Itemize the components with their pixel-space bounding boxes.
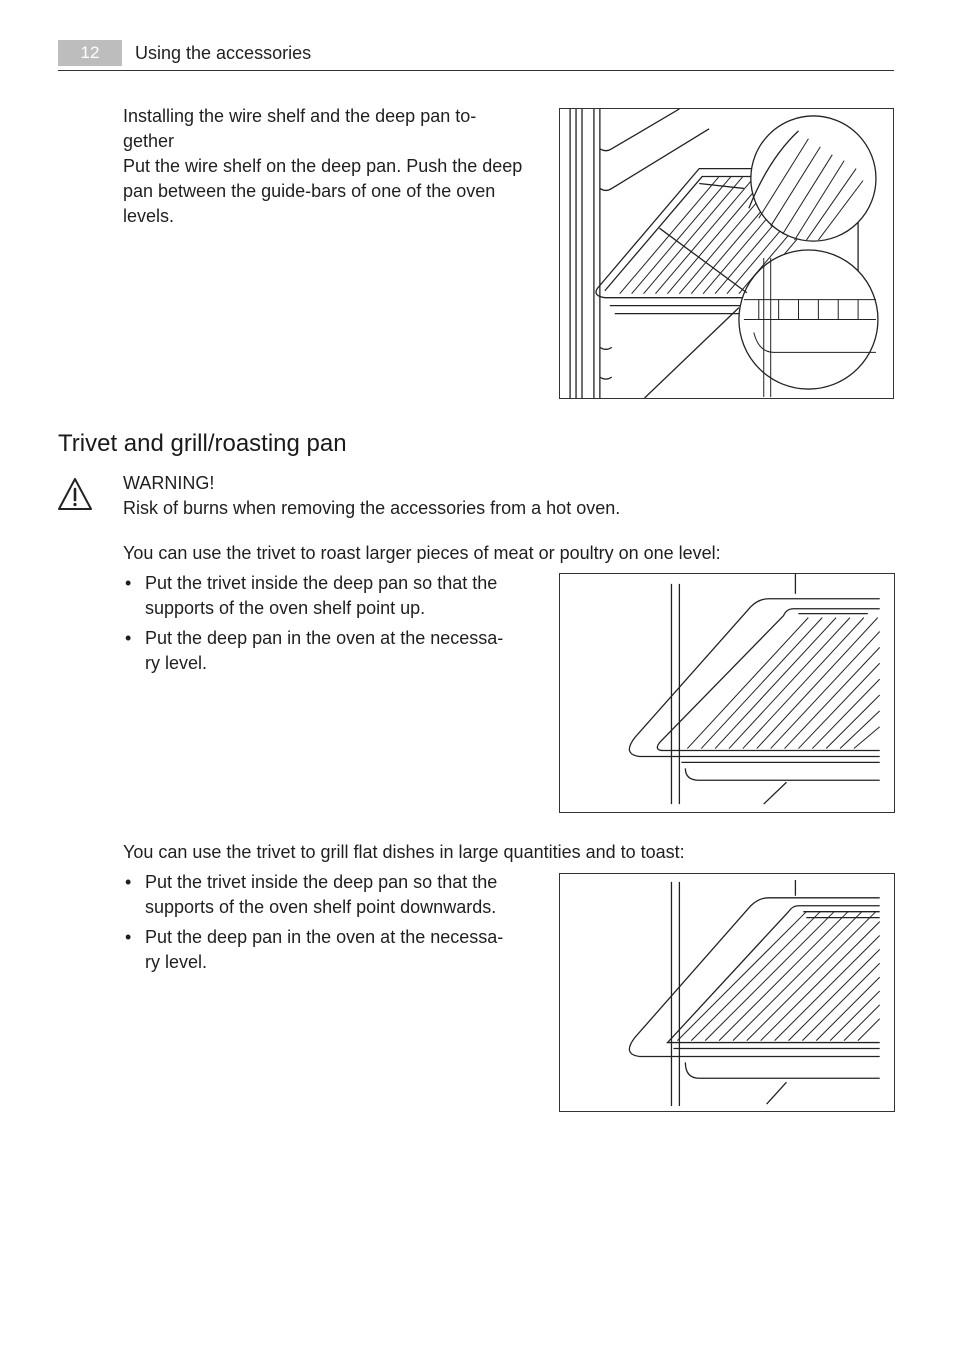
list-item (123, 925, 543, 975)
roast-bullet-list (123, 571, 543, 681)
roast-bullet-2-line2: ry level. (145, 653, 208, 673)
grill-bullet-2-line2: ry level. (145, 952, 208, 972)
list-item (123, 571, 543, 621)
trivet-up-illustration (560, 574, 894, 812)
bullet-icon: • (125, 628, 132, 648)
warning-triangle-icon (57, 477, 93, 511)
bullet-icon: • (125, 872, 132, 892)
install-body-line1: Put the wire shelf on the deep pan. Push the deep (123, 156, 523, 176)
grill-bullet-1-line2: supports of the oven shelf point downwards. (145, 897, 497, 917)
bullet-icon: • (125, 573, 132, 593)
roast-bullet-2-line1: Put the deep pan in the oven at the necessa- (145, 628, 504, 648)
roast-bullet-1-line2: supports of the oven shelf point up. (145, 598, 426, 618)
figure-wire-shelf-deep-pan (559, 108, 894, 399)
figure-trivet-up (559, 573, 895, 813)
grill-bullet-2-line1: Put the deep pan in the oven at the necessa- (145, 927, 504, 947)
trivet-down-illustration (560, 874, 894, 1111)
install-body-line2: pan between the guide-bars of one of the oven (123, 181, 496, 201)
list-item (123, 870, 543, 920)
install-title-line1: Installing the wire shelf and the deep pan to- (123, 106, 477, 126)
warning-label: WARNING! (123, 473, 215, 493)
list-item (123, 626, 543, 676)
figure-trivet-down (559, 873, 895, 1112)
warning-text: Risk of burns when removing the accessories from a hot oven. (123, 498, 621, 518)
install-title-line2: gether (123, 131, 175, 151)
section-heading: Trivet and grill/roasting pan (58, 430, 347, 457)
install-body-line3: levels. (123, 206, 175, 226)
running-header: Using the accessories (135, 43, 312, 63)
grill-bullet-list (123, 870, 543, 980)
roast-intro: You can use the trivet to roast larger pieces of meat or poultry on one level: (123, 543, 721, 563)
grill-bullet-1-line1: Put the trivet inside the deep pan so that the (145, 872, 498, 892)
roast-bullet-1-line1: Put the trivet inside the deep pan so that the (145, 573, 498, 593)
bullet-icon: • (125, 927, 132, 947)
page-number: 12 (58, 40, 122, 66)
header-rule (58, 70, 894, 71)
install-section (123, 104, 553, 229)
wire-shelf-illustration (560, 109, 893, 398)
grill-intro: You can use the trivet to grill flat dishes in large quantities and to toast: (123, 842, 685, 862)
warning-block (123, 471, 883, 521)
